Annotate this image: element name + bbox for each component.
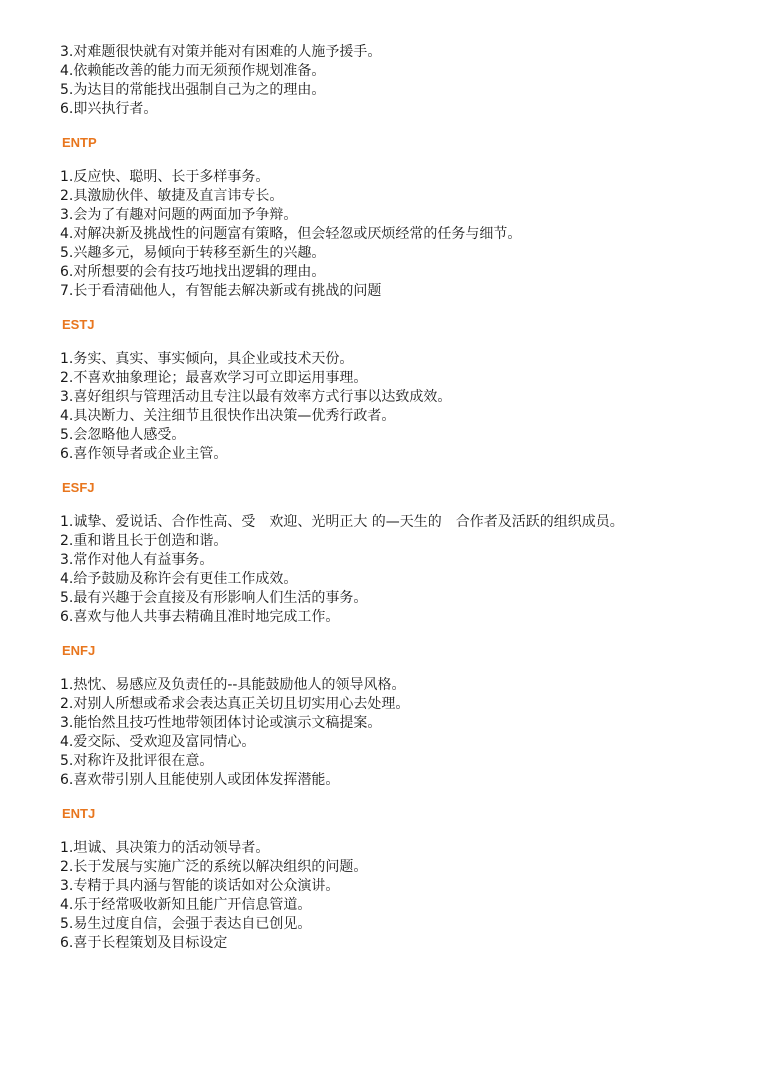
list-item: 2.不喜欢抽象理论；最喜欢学习可立即运用事理。 <box>60 370 368 386</box>
list-item: 1.反应快、聪明、长于多样事务。 <box>60 169 270 185</box>
list-item: 1.坦诚、具决策力的活动领导者。 <box>60 840 270 856</box>
list-item: 1.务实、真实、事实倾向，具企业或技术天份。 <box>60 351 354 367</box>
list-item: 4.乐于经常吸收新知且能广开信息管道。 <box>60 897 312 913</box>
list-item: 2.具激励伙伴、敏捷及直言讳专长。 <box>60 188 284 204</box>
section-entp <box>60 133 750 301</box>
section-heading: ENTP <box>62 135 97 150</box>
list-item: 6.喜于长程策划及目标设定 <box>60 935 228 951</box>
list-item: 3.对难题很快就有对策并能对有困难的人施予援手。 <box>60 44 382 60</box>
intro-list <box>60 43 750 119</box>
list-item: 2.对别人所想或希求会表达真正关切且切实用心去处理。 <box>60 696 410 712</box>
section-enfj <box>60 641 750 790</box>
list-item: 4.具决断力、关注细节且很快作出决策—优秀行政者。 <box>60 408 396 424</box>
list-item: 1.热忱、易感应及负责任的--具能鼓励他人的领导风格。 <box>60 677 406 693</box>
section-heading: ENTJ <box>62 806 96 821</box>
section-heading: ESTJ <box>62 317 95 332</box>
list-item: 5.易生过度自信，会强于表达自已创见。 <box>60 916 312 932</box>
section-entj <box>60 804 750 953</box>
document-content <box>60 43 750 953</box>
list-item: 7.长于看清础他人，有智能去解决新或有挑战的问题 <box>60 283 382 299</box>
list-item: 3.喜好组织与管理活动且专注以最有效率方式行事以达致成效。 <box>60 389 452 405</box>
list-item: 5.兴趣多元，易倾向于转移至新生的兴趣。 <box>60 245 326 261</box>
list-item: 3.专精于具内涵与智能的谈话如对公众演讲。 <box>60 878 340 894</box>
list-item: 2.长于发展与实施广泛的系统以解决组织的问题。 <box>60 859 368 875</box>
list-item: 1.诚挚、爱说话、合作性高、受 欢迎、光明正大 的—天生的 合作者及活跃的组织成员。 <box>60 514 624 530</box>
list-item: 3.能怡然且技巧性地带领团体讨论或演示文稿提案。 <box>60 715 382 731</box>
list-item: 6.即兴执行者。 <box>60 101 158 117</box>
list-item: 3.常作对他人有益事务。 <box>60 552 214 568</box>
list-item: 6.对所想要的会有技巧地找出逻辑的理由。 <box>60 264 326 280</box>
list-item: 6.喜欢带引别人且能使别人或团体发挥潜能。 <box>60 772 340 788</box>
list-item: 4.依赖能改善的能力而无须预作规划准备。 <box>60 63 326 79</box>
list-item: 2.重和谐且长于创造和谐。 <box>60 533 228 549</box>
list-item: 3.会为了有趣对问题的两面加予争辩。 <box>60 207 298 223</box>
list-item: 5.最有兴趣于会直接及有形影响人们生活的事务。 <box>60 590 368 606</box>
list-item: 4.对解决新及挑战性的问题富有策略，但会轻忽或厌烦经常的任务与细节。 <box>60 226 522 242</box>
section-esfj <box>60 478 750 627</box>
list-item: 4.爱交际、受欢迎及富同情心。 <box>60 734 256 750</box>
section-heading: ENFJ <box>62 643 96 658</box>
list-item: 6.喜作领导者或企业主管。 <box>60 446 228 462</box>
list-item: 6.喜欢与他人共事去精确且准时地完成工作。 <box>60 609 340 625</box>
list-item: 5.对称许及批评很在意。 <box>60 753 214 769</box>
list-item: 5.会忽略他人感受。 <box>60 427 186 443</box>
section-estj <box>60 315 750 464</box>
list-item: 5.为达目的常能找出强制自己为之的理由。 <box>60 82 326 98</box>
list-item: 4.给予鼓励及称许会有更佳工作成效。 <box>60 571 298 587</box>
section-heading: ESFJ <box>62 480 95 495</box>
